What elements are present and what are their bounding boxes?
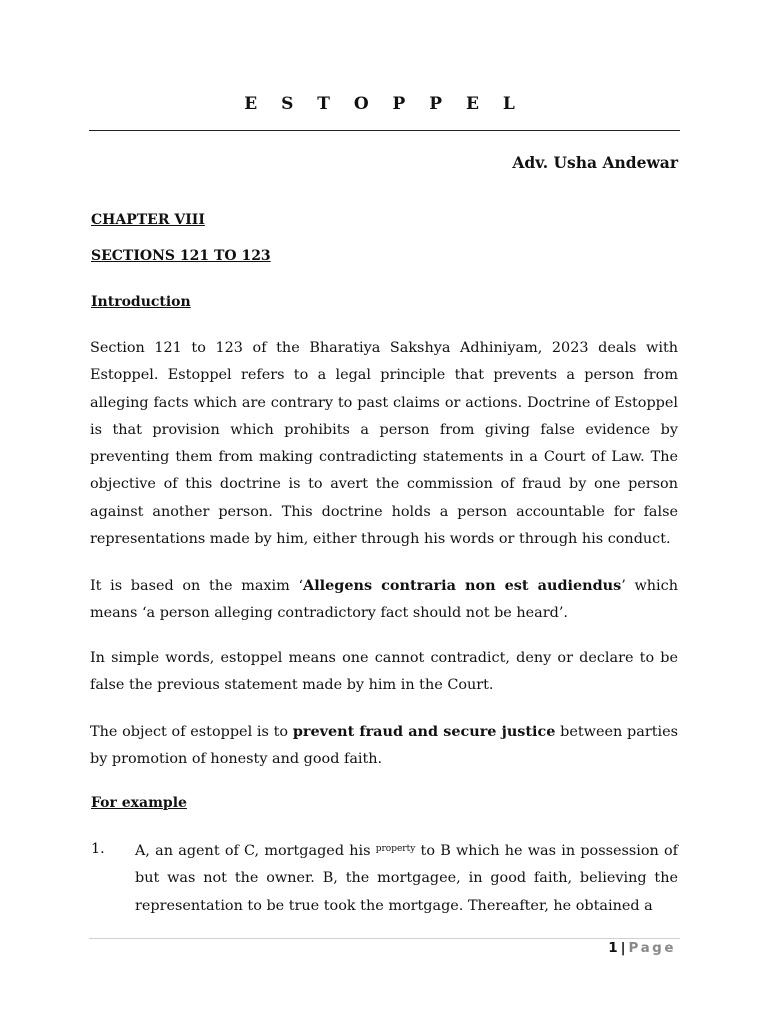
simple-words-paragraph: In simple words, estoppel means one cannot contradict, deny or declare to be false the previous statement made by him in the Court. bbox=[90, 650, 678, 694]
footer-separator: | bbox=[620, 940, 626, 956]
object-text-after: between parties by promotion of honesty and good faith. bbox=[90, 724, 678, 768]
maxim-bold: Allegens contraria non est audiendus bbox=[303, 577, 622, 594]
author-name: Adv. Usha Andewar bbox=[512, 153, 678, 172]
intro-paragraph: Section 121 to 123 of the Bharatiya Sakshya Adhiniyam, 2023 deals with Estoppel. Estoppel refers to a legal principle that prevents a person from alleging facts which are contrary to past claims or actions. Doctrine of Estoppel is that provision which prohibits a person from giving false evidence by preventing them from making contradicting statements in a Court of Law. The objective of this doctrine is to avert the commission of fraud by one person against another person. This doctrine holds a person accountable for false representations made by him, either through his words or through his conduct. bbox=[90, 340, 678, 548]
title-divider bbox=[89, 130, 680, 131]
maxim-text-after: ’ which means ‘a person alleging contradictory fact should not be heard’. bbox=[90, 578, 678, 622]
maxim-text-before: It is based on the maxim ‘ bbox=[90, 578, 304, 594]
example-heading: For example bbox=[91, 795, 187, 811]
object-text-before: The object of estoppel is to bbox=[90, 724, 293, 740]
example-text-after: to B which he was in possession of but was not the owner. B, the mortgagee, in good faith, believing the representation to be true took the mortgage. Thereafter, he obtained a bbox=[135, 843, 678, 914]
page-number: 1 bbox=[608, 940, 618, 956]
maxim-paragraph bbox=[90, 572, 678, 628]
example-small-word: property bbox=[375, 844, 416, 854]
introduction-heading: Introduction bbox=[91, 294, 191, 310]
page-footer bbox=[608, 940, 676, 956]
footer-divider bbox=[89, 938, 680, 939]
sections-heading: SECTIONS 121 TO 123 bbox=[91, 248, 271, 264]
example-number: 1. bbox=[91, 841, 105, 857]
object-paragraph bbox=[90, 718, 678, 774]
example-text bbox=[135, 836, 678, 920]
page-label: Page bbox=[628, 940, 676, 956]
object-bold: prevent fraud and secure justice bbox=[292, 723, 556, 740]
example-text-before: A, an agent of C, mortgaged his bbox=[135, 843, 376, 859]
document-title: E S T O P P E L bbox=[244, 94, 524, 114]
chapter-heading: CHAPTER VIII bbox=[91, 212, 205, 228]
